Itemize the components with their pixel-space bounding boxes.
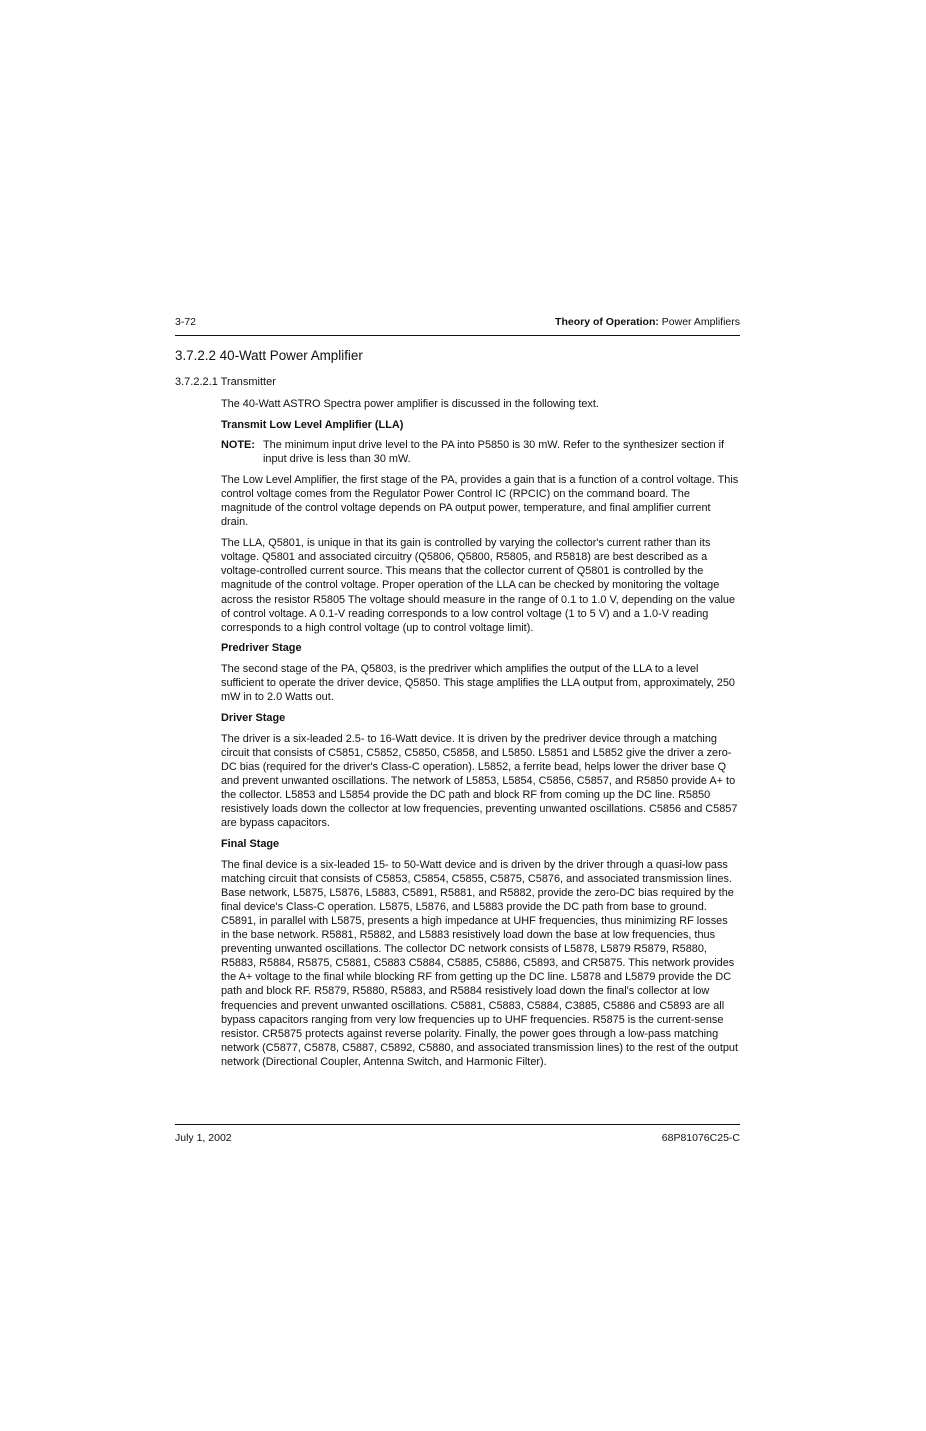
header-rule (175, 335, 740, 336)
footer-rule (175, 1124, 740, 1125)
document-number: 68P81076C25-C (661, 1132, 740, 1144)
lla-paragraph-2: The LLA, Q5801, is unique in that its gain is controlled by varying the collector's current rather than its voltage. Q5801 and associated circuitry (Q5806, Q5800, R5805, and R5818) are best described as a voltage-controlled current source. This means that the collector current of Q5801 is controlled by the magnitude of the control voltage. Proper operation of the LLA can be checked by monitoring the voltage across the resistor R5805 The voltage should measure in the range of 0.1 to 1.0 V, depending on the value of control voltage. A 0.1-V reading corresponds to a low control voltage (1 to 5 V) and a 1.0-V reading corresponds to a high control voltage (up to control voltage limit). (221, 537, 736, 634)
predriver-paragraph: The second stage of the PA, Q5803, is the predriver which amplifies the output of the LLA to a level sufficient to operate the driver device, Q5850. This stage amplifies the LLA output from, approximately, 250 mW in to 2.0 Watts out. (221, 663, 735, 704)
subsection-title: 3.7.2.2.1 Transmitter (175, 376, 276, 388)
note-text: The minimum input drive level to the PA into P5850 is 30 mW. Refer to the synthesizer section if input drive is less than 30 mW. (263, 439, 725, 466)
running-header (555, 316, 740, 328)
footer-date: July 1, 2002 (175, 1132, 232, 1144)
note-label: NOTE: (221, 439, 255, 452)
section-title: 3.7.2.2 40-Watt Power Amplifier (175, 348, 363, 363)
driver-paragraph: The driver is a six-leaded 2.5- to 16-Watt device. It is driven by the predriver device through a matching circuit that consists of C5851, C5852, C5850, C5858, and L5850. L5851 and L5852 give the driver a zero-DC bias (required for the driver's Class-C operation). L5852, a ferrite bead, helps lower the driver base Q and prevent unwanted oscillations. The network of L5853, L5854, C5856, C5857, and R5850 provide A+ to the collector. L5853 and L5854 provide the DC path and block RF from coming up the DC line. R5850 resistively loads down the collector at low frequencies, preventing unwanted oscillations. C5856 and C5857 are bypass capacitors. (221, 732, 738, 830)
running-header-topic: Power Amplifiers (661, 316, 740, 328)
running-header-chapter: Theory of Operation: (555, 316, 659, 328)
intro-paragraph: The 40-Watt ASTRO Spectra power amplifier is discussed in the following text. (221, 398, 599, 410)
lla-paragraph-1: The Low Level Amplifier, the first stage of the PA, provides a gain that is a function of a control voltage. This control voltage comes from the Regulator Power Control IC (RPCIC) on the command board. The magnitude of the control voltage depends on PA output power, temperature, and final amplifier current drain. (221, 474, 739, 529)
driver-heading: Driver Stage (221, 711, 286, 724)
final-heading: Final Stage (221, 837, 280, 850)
lla-heading: Transmit Low Level Amplifier (LLA) (221, 418, 404, 431)
final-paragraph: The final device is a six-leaded 15- to 50-Watt device and is driven by the driver through a quasi-low pass matching circuit that consists of C5853, C5854, C5855, C5875, C5876, and associated transmission lines. Base network, L5875, L5876, L5883, C5891, R5881, and R5882, provide the zero-DC bias required by the final device's Class-C operation. L5875, L5876, and L5883 provide the DC path from base to ground. C5891, in parallel with L5875, presents a high impedance at UHF frequencies, thus minimizing RF losses in the base network. R5881, R5882, and L5883 resistively load down the base at low frequencies, thus preventing unwanted oscillations. The collector DC network consists of L5878, L5879 R5879, R5880, R5883, R5884, R5875, C5881, C5883 C5884, C5885, C5886, C5893, and CR5875. This network provides the A+ voltage to the final while blocking RF from getting up the DC line. L5878 and L5879 provide the DC path and block RF. R5879, R5880, R5883, and R5884 resistively load down the final's collector at low frequencies and prevent unwanted oscillations. C5881, C5883, C5884, C3885, C5886 and C5893 are all bypass capacitors ranging from very low frequencies up to UHF frequencies. R5875 is the current-sense resistor. CR5875 protects against reverse polarity. Finally, the power goes through a low-pass matching network (C5877, C5878, C5887, C5892, C5880, and associated transmission lines) to the rest of the output network (Directional Coupler, Antenna Switch, and Harmonic Filter). (221, 858, 739, 1068)
page-footer (175, 1132, 740, 1146)
note-block (221, 438, 739, 466)
page-header (175, 316, 740, 330)
body-text (221, 397, 739, 1076)
page-number: 3-72 (175, 316, 197, 328)
predriver-heading: Predriver Stage (221, 642, 302, 655)
